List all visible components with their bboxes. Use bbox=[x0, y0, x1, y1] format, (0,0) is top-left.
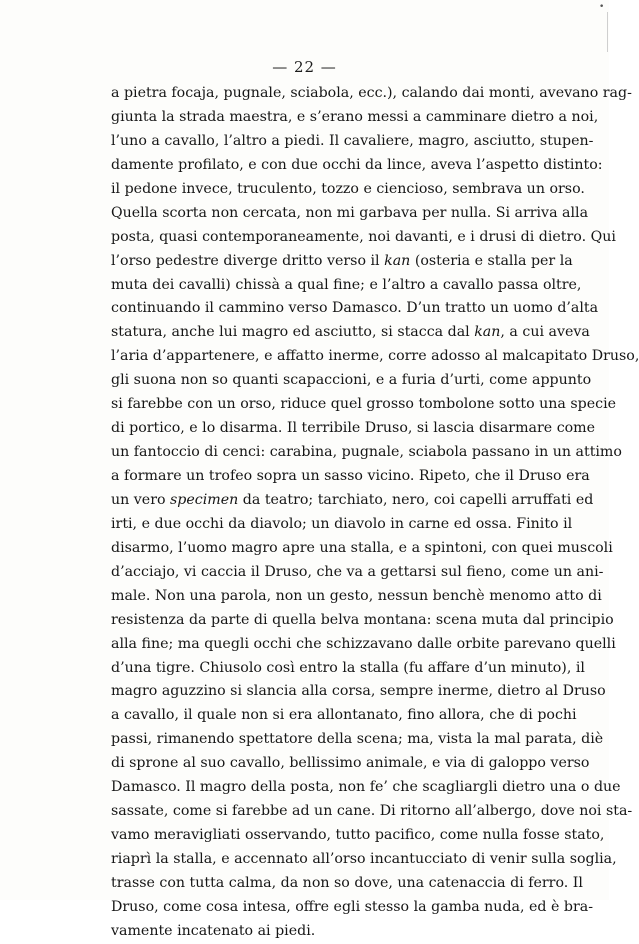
text-line: un fantoccio di cenci: carabina, pugnale, sciabola passano in un attimo bbox=[111, 444, 622, 461]
text-segment: l’orso pedestre diverge dritto verso il bbox=[111, 252, 385, 269]
text-line: si farebbe con un orso, riduce quel grosso tombolone sotto una specie bbox=[111, 396, 617, 413]
text-line: a formare un trofeo sopra un sasso vicino. Ripeto, che il Druso era bbox=[111, 468, 590, 484]
text-line: giunta la strada maestra, e s’erano messi a camminare dietro a noi, bbox=[111, 108, 599, 125]
text-line: alla fine; ma quegli occhi che schizzavano dalle orbite parevano quelli bbox=[111, 635, 616, 652]
text-line bbox=[111, 321, 590, 345]
text-line: gli suona non so quanti scapaccioni, e a furia d’urti, come appunto bbox=[111, 372, 592, 389]
text-line: vamo meravigliati osservando, tutto pacifico, come nulla fosse stato, bbox=[111, 827, 605, 844]
text-line: di portico, e lo disarma. Il terribile Druso, si lascia disarmare come bbox=[111, 420, 596, 437]
text-line: l’uno a cavallo, l’altro a piedi. Il cavaliere, magro, asciutto, stupen- bbox=[111, 132, 594, 149]
text-line: resistenza da parte di quella belva montana: scena muta dal principio bbox=[111, 611, 614, 628]
text-line: l’aria d’appartenere, e affatto inerme, corre adosso al malcapitato Druso, bbox=[111, 348, 639, 365]
text-line: trasse con tutta calma, da non so dove, una catenaccia di ferro. Il bbox=[111, 874, 583, 891]
text-segment: (osteria e stalla per la bbox=[410, 252, 573, 269]
text-line: d’acciajo, vi caccia il Druso, che va a gettarsi sul fieno, come un ani- bbox=[111, 563, 604, 580]
text-line: Druso, come cosa intesa, offre egli stesso la gamba nuda, ed è bra- bbox=[111, 898, 594, 915]
text-segment: statura, anche lui magro ed asciutto, si stacca dal bbox=[111, 324, 475, 341]
margin-mark: • bbox=[599, 2, 605, 12]
italic-term: specimen bbox=[170, 491, 239, 508]
text-line bbox=[111, 489, 594, 513]
text-line: damente profilato, e con due occhi da lince, aveva l’aspetto distinto: bbox=[111, 156, 603, 173]
text-line: male. Non una parola, non un gesto, nessun benchè menomo atto di bbox=[111, 587, 602, 604]
text-line: posta, quasi contemporaneamente, noi davanti, e i drusi di dietro. Qui bbox=[111, 228, 616, 245]
text-line: a pietra focaja, pugnale, sciabola, ecc.), calando dai monti, avevano rag- bbox=[111, 85, 632, 101]
text-segment: da teatro; tarchiato, nero, coi capelli arruffati ed bbox=[238, 491, 594, 508]
text-line: sassate, come si farebbe ad un cane. Di ritorno all’albergo, dove noi sta- bbox=[111, 803, 633, 820]
text-line: passi, rimanendo spettatore della scena; ma, vista la mal parata, diè bbox=[111, 731, 604, 748]
text-segment: , a cui aveva bbox=[500, 324, 590, 341]
text-line: a cavallo, il quale non si era allontanato, fino allora, che di pochi bbox=[111, 707, 577, 724]
text-segment: un vero bbox=[111, 491, 171, 508]
text-line: magro aguzzino si slancia alla corsa, sempre inerme, dietro al Druso bbox=[111, 683, 606, 700]
page-edge-line bbox=[607, 12, 608, 52]
text-line: riaprì la stalla, e accennato all’orso incantucciato di venir sulla soglia, bbox=[111, 851, 617, 867]
page-number: — 22 — bbox=[272, 58, 337, 76]
body-text bbox=[111, 82, 639, 944]
text-line: muta dei cavalli) chissà a qual fine; e l’altro a cavallo passa oltre, bbox=[111, 276, 582, 293]
text-line: di sprone al suo cavallo, bellissimo animale, e via di galoppo verso bbox=[111, 755, 590, 772]
text-line: d’una tigre. Chiusolo così entro la stalla (fu affare d’un minuto), il bbox=[111, 659, 585, 676]
text-line: Quella scorta non cercata, non mi garbava per nulla. Si arriva alla bbox=[111, 204, 589, 221]
text-line: vamente incatenato ai piedi. bbox=[111, 922, 316, 939]
text-line: disarmo, l’uomo magro apre una stalla, e a spintoni, con quei muscoli bbox=[111, 539, 613, 556]
text-line: irti, e due occhi da diavolo; un diavolo in carne ed ossa. Finito il bbox=[111, 515, 573, 532]
italic-term: kan bbox=[474, 324, 501, 341]
text-line: Damasco. Il magro della posta, non fe’ che scagliargli dietro una o due bbox=[111, 779, 621, 796]
text-line bbox=[111, 250, 573, 274]
text-line: il pedone invece, truculento, tozzo e ciencioso, sembrava un orso. bbox=[111, 180, 585, 197]
italic-term: kan bbox=[384, 252, 411, 269]
text-line: continuando il cammino verso Damasco. D’un tratto un uomo d’alta bbox=[111, 300, 599, 317]
